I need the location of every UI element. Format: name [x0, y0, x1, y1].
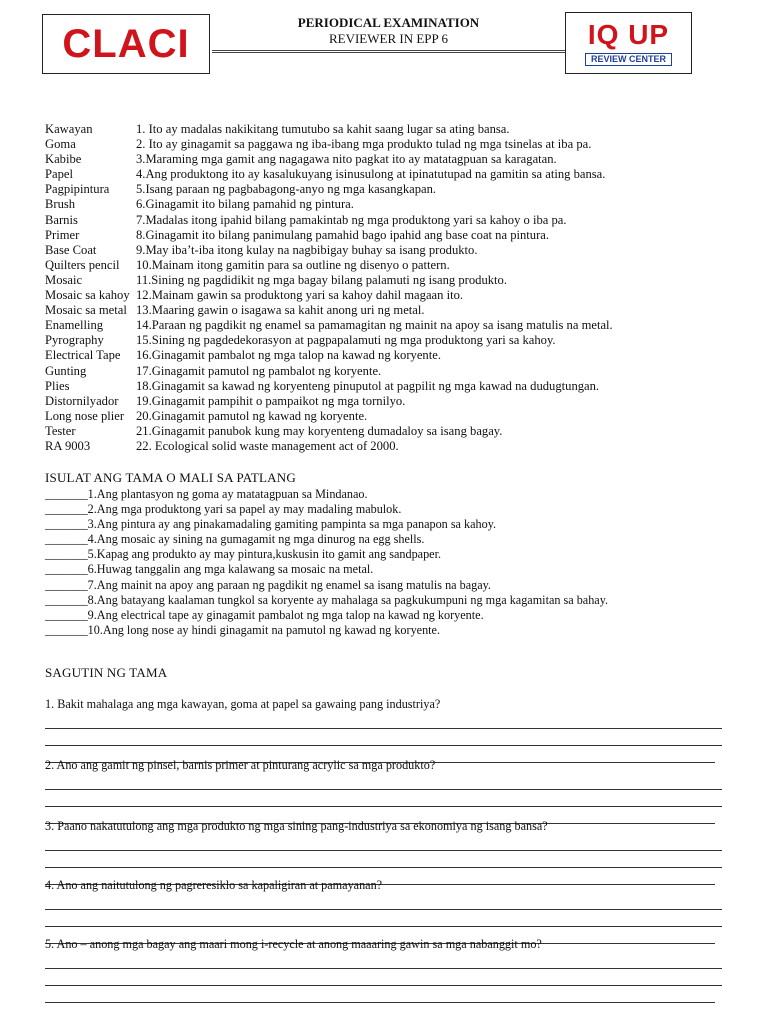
term-word: Base Coat: [45, 242, 97, 257]
question-text: 5. Ano – anong mga bagay ang maari mong i-recycle at anong maaaring gawin sa mga nabanggit mo?: [45, 937, 542, 951]
term-word: Electrical Tape: [45, 348, 121, 363]
true-false-item: _______2.Ang mga produktong yari sa papel ay may madaling mabulok.: [45, 502, 402, 517]
term-row: [45, 303, 745, 318]
answer-line[interactable]: [45, 712, 722, 729]
term-description: 20.Ginagamit pamutol ng kawad ng koryente.: [136, 408, 368, 423]
term-row: [45, 288, 745, 303]
term-word: Papel: [45, 167, 73, 182]
answer-line[interactable]: [45, 729, 722, 746]
exam-subtitle: REVIEWER IN EPP 6: [328, 31, 449, 46]
claci-logo: [42, 14, 210, 74]
term-word: Plies: [45, 378, 70, 393]
true-false-item: _______9.Ang electrical tape ay ginagamit pambalot ng mga talop na kawad ng koryente.: [45, 607, 484, 622]
term-row: [45, 439, 745, 454]
term-description: 22. Ecological solid waste management act of 2000.: [136, 438, 399, 453]
term-description: 17.Ginagamit pamutol ng pambalot ng koryente.: [136, 363, 382, 378]
term-row: [45, 243, 745, 258]
term-row: [45, 348, 745, 363]
term-row: [45, 122, 745, 137]
term-word: Brush: [45, 197, 76, 212]
question-text: 2. Ano ang gamit ng pinsel, barnis primer at pinturang acrylic sa mga produkto?: [45, 758, 436, 772]
true-false-item: _______3.Ang pintura ay ang pinakamadaling gamiting pampinta sa mga panapon sa kahoy.: [45, 517, 497, 532]
true-false-item: _______5.Kapag ang produkto ay may pintura,kuskusin ito gamit ang sandpaper.: [45, 547, 442, 562]
term-word: Primer: [45, 227, 80, 242]
term-row: [45, 137, 745, 152]
essay-question: [45, 936, 725, 1003]
term-description: 5.Isang paraan ng pagbabagong-anyo ng mga kasangkapan.: [136, 182, 437, 197]
term-row: [45, 394, 745, 409]
term-description: 13.Maaring gawin o isagawa sa kahit anong uri ng metal.: [136, 303, 425, 318]
term-row: [45, 167, 745, 182]
term-word: Pagpipintura: [45, 182, 110, 197]
term-row: [45, 213, 745, 228]
essay-question: [45, 757, 725, 824]
answer-line[interactable]: [45, 893, 722, 910]
term-word: Kabibe: [45, 152, 82, 167]
term-description: 16.Ginagamit pambalot ng mga talop na kawad ng koryente.: [136, 348, 441, 363]
term-description: 19.Ginagamit pampihit o pampaikot ng mga tornilyo.: [136, 393, 406, 408]
term-row: [45, 152, 745, 167]
question-text: 4. Ano ang naitutulong ng pagreresiklo sa kapaligiran at pamayanan?: [45, 878, 383, 892]
answer-line[interactable]: [45, 986, 715, 1003]
term-description: 14.Paraan ng pagdikit ng enamel sa pamamagitan ng mainit na apoy sa isang matulis na metal.: [136, 318, 613, 333]
term-word: Distornilyador: [45, 393, 119, 408]
term-row: [45, 409, 745, 424]
true-false-item: _______7.Ang mainit na apoy ang paraan ng pagdikit ng enamel sa isang matulis na bagay.: [45, 577, 491, 592]
true-false-list: [45, 487, 745, 638]
term-description: 7.Madalas itong ipahid bilang pamakintab ng mga produktong yari sa kahoy o iba pa.: [136, 212, 567, 227]
term-row: [45, 364, 745, 379]
term-description: 8.Ginagamit ito bilang panimulang pamahid bago ipahid ang base coat na pintura.: [136, 227, 550, 242]
answer-line[interactable]: [45, 910, 722, 927]
true-false-item: _______8.Ang batayang kaalaman tungkol sa koryente ay mahalaga sa pagkukumpuni ng mga kagamitan sa bahay.: [45, 592, 609, 607]
term-description: 4.Ang produktong ito ay kasalukuyang isinusulong at ipinatutupad na gamitin sa ating bansa.: [136, 167, 606, 182]
question-text: 3. Paano nakatutulong ang mga produkto ng mga sining pang-industriya sa ekonomiya ng isang bansa?: [45, 819, 548, 833]
term-word: Tester: [45, 423, 76, 438]
term-row: [45, 197, 745, 212]
term-word: Long nose plier: [45, 408, 125, 423]
term-row: [45, 273, 745, 288]
term-word: Gunting: [45, 363, 87, 378]
term-description: 18.Ginagamit sa kawad ng koryenteng pinuputol at pagpilit ng mga kawad na dudugtungan.: [136, 378, 600, 393]
true-false-item: _______10.Ang long nose ay hindi ginagamit na pamutol ng kawad ng koryente.: [45, 622, 441, 637]
true-false-item: _______1.Ang plantasyon ng goma ay matatagpuan sa Mindanao.: [45, 487, 368, 501]
term-description: 11.Sining ng pagdidikit ng mga bagay bilang palamuti ng isang produkto.: [136, 272, 508, 287]
term-list: [45, 122, 745, 454]
term-word: Enamelling: [45, 318, 104, 333]
term-description: 9.May iba’t-iba itong kulay na nagbibigay buhay sa isang produkto.: [136, 242, 478, 257]
question-text: 1. Bakit mahalaga ang mga kawayan, goma at papel sa gawaing pang industriya?: [45, 697, 441, 711]
term-description: 3.Maraming mga gamit ang nagagawa nito pagkat ito ay matatagpuan sa karagatan.: [136, 152, 557, 167]
answer-line[interactable]: [45, 851, 722, 868]
true-false-item: _______6.Huwag tanggalin ang mga kalawang sa mosaic na metal.: [45, 562, 374, 577]
term-word: Mosaic: [45, 272, 83, 287]
iqup-logo-subtext: REVIEW CENTER: [585, 53, 672, 66]
answer-line[interactable]: [45, 969, 722, 986]
term-row: [45, 379, 745, 394]
term-row: [45, 182, 745, 197]
term-word: Barnis: [45, 212, 78, 227]
term-row: [45, 228, 745, 243]
term-word: Goma: [45, 137, 76, 152]
term-word: Pyrography: [45, 333, 104, 348]
essay-question: [45, 696, 725, 763]
true-false-heading: ISULAT ANG TAMA O MALI SA PATLANG: [45, 470, 296, 485]
answer-line[interactable]: [45, 952, 722, 969]
term-description: 15.Sining ng pagdedekorasyon at pagpapalamuti ng mga produktong yari sa kahoy.: [136, 333, 556, 348]
essay-heading: SAGUTIN NG TAMA: [45, 665, 168, 680]
answer-line[interactable]: [45, 790, 722, 807]
header-divider: [212, 50, 565, 53]
answer-line[interactable]: [45, 773, 722, 790]
term-description: 2. Ito ay ginagamit sa paggawa ng iba-ibang mga produkto tulad ng mga tsinelas at iba pa.: [136, 137, 592, 152]
term-description: 6.Ginagamit ito bilang pamahid ng pintura.: [136, 197, 354, 212]
term-row: [45, 258, 745, 273]
term-word: Quilters pencil: [45, 257, 120, 272]
term-word: Mosaic sa metal: [45, 303, 127, 318]
term-row: [45, 333, 745, 348]
term-word: Mosaic sa kahoy: [45, 288, 130, 303]
term-description: 1. Ito ay madalas nakikitang tumutubo sa kahit saang lugar sa ating bansa.: [136, 122, 510, 136]
term-row: [45, 318, 745, 333]
term-description: 21.Ginagamit panubok kung may koryenteng dumadaloy sa isang bagay.: [136, 423, 503, 438]
claci-logo-text: CLACI: [62, 21, 190, 66]
iqup-logo-text: IQ UP: [587, 19, 670, 50]
answer-line[interactable]: [45, 834, 722, 851]
exam-title: PERIODICAL EXAMINATION: [297, 15, 480, 30]
iqup-logo: [565, 12, 692, 74]
term-word: Kawayan: [45, 122, 93, 136]
term-description: 10.Mainam itong gamitin para sa outline ng disenyo o pattern.: [136, 257, 450, 272]
term-description: 12.Mainam gawin sa produktong yari sa kahoy dahil magaan ito.: [136, 288, 464, 303]
essay-question: [45, 818, 725, 885]
term-row: [45, 424, 745, 439]
true-false-item: _______4.Ang mosaic ay sining na gumagamit ng mga dinurog na egg shells.: [45, 532, 425, 547]
essay-question: [45, 877, 725, 944]
term-word: RA 9003: [45, 438, 91, 453]
